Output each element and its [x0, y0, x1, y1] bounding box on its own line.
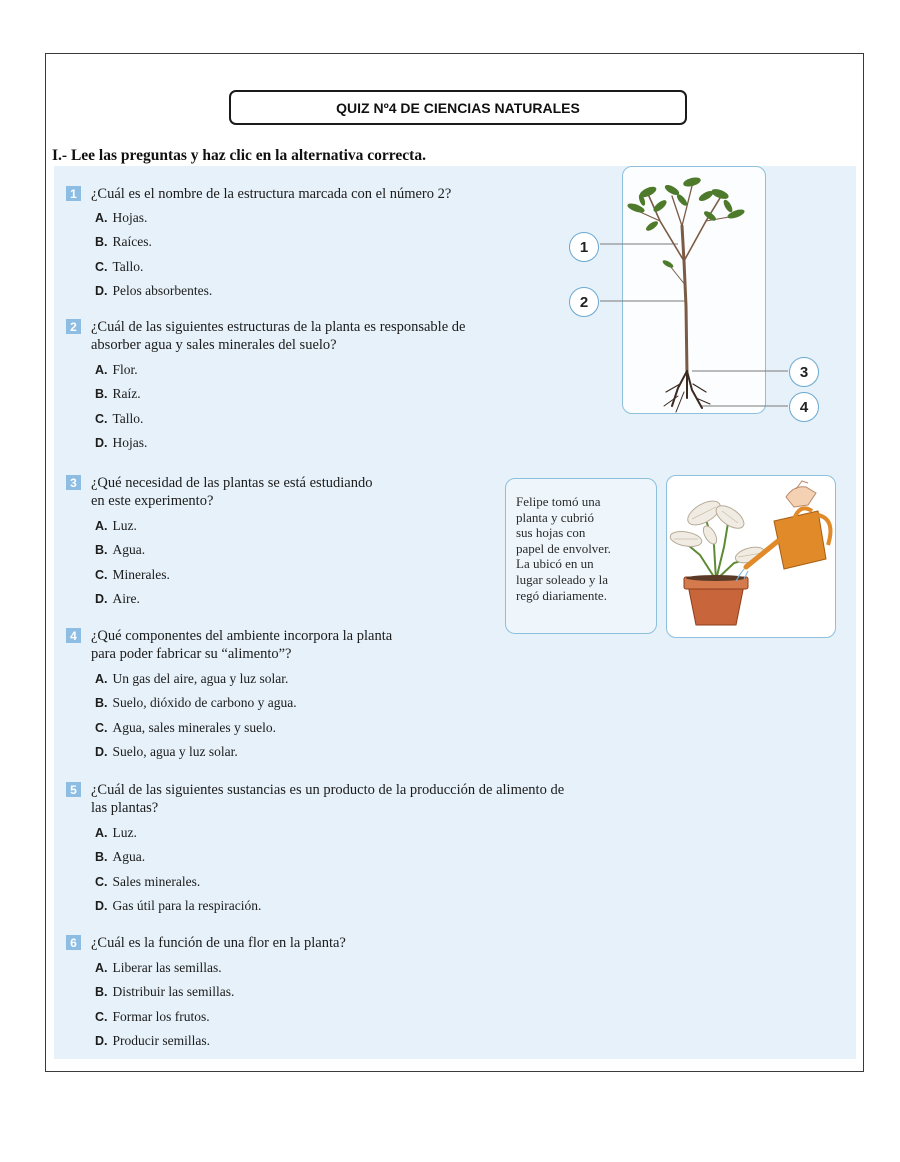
option-text: Raíces. [112, 234, 152, 250]
option-text: Pelos absorbentes. [112, 282, 213, 298]
option-letter: A. [95, 826, 108, 840]
option-c[interactable] [95, 716, 392, 740]
instruction-text: I.- Lee las preguntas y haz clic en la alternativa correcta. [52, 147, 426, 164]
plant-stems [688, 520, 748, 580]
option-a[interactable] [95, 956, 346, 980]
option-letter: A. [95, 363, 108, 377]
question-6 [66, 934, 346, 1053]
wrapped-leaves [669, 496, 766, 565]
question-number-badge: 4 [66, 628, 81, 643]
option-text: Minerales. [112, 566, 170, 582]
question-text: ¿Qué componentes del ambiente incorpora la planta para poder fabricar su “alimento”? [91, 628, 393, 662]
option-letter: B. [95, 543, 108, 558]
option-text: Agua, sales minerales y suelo. [112, 719, 276, 735]
experiment-description: Felipe tomó una planta y cubrió sus hojas con papel de envolver. La ubicó en un lugar soleado y la regó diariamente. [505, 478, 657, 634]
quiz-title: QUIZ Nº4 DE CIENCIAS NATURALES [229, 90, 687, 125]
tree-foliage [626, 176, 745, 269]
question-number-badge: 1 [66, 186, 81, 201]
option-letter: A. [95, 672, 108, 686]
option-text: Distribuir las semillas. [112, 984, 235, 1000]
option-letter: B. [95, 387, 108, 402]
option-letter: C. [95, 411, 108, 426]
option-letter: D. [95, 591, 108, 606]
option-text: Agua. [112, 849, 146, 865]
option-letter: C. [95, 567, 108, 582]
option-letter: D. [95, 898, 108, 913]
experiment-illustration [666, 475, 836, 638]
option-a[interactable] [95, 358, 465, 382]
option-text: Sales minerales. [112, 873, 201, 889]
option-b[interactable] [95, 691, 392, 715]
option-a[interactable] [95, 667, 392, 691]
option-letter: C. [95, 874, 108, 889]
option-letter: B. [95, 985, 108, 1000]
question-1 [66, 185, 451, 303]
option-text: Tallo. [112, 258, 144, 274]
callout-1: 1 [569, 232, 599, 262]
question-text: ¿Cuál es el nombre de la estructura marcada con el número 2? [91, 186, 452, 202]
question-3 [66, 474, 372, 611]
option-d[interactable] [95, 1029, 346, 1053]
option-b[interactable] [95, 382, 465, 406]
option-d[interactable] [95, 894, 564, 918]
option-d[interactable] [95, 279, 451, 303]
question-5 [66, 781, 564, 918]
tree-trunk [638, 186, 735, 374]
question-2 [66, 318, 465, 455]
option-text: Hojas. [112, 434, 148, 450]
option-c[interactable] [95, 255, 451, 279]
callout-4: 4 [789, 392, 819, 422]
callout-3: 3 [789, 357, 819, 387]
option-d[interactable] [95, 431, 465, 455]
option-letter: D. [95, 744, 108, 759]
option-text: Liberar las semillas. [112, 960, 222, 975]
flower-pot [684, 575, 748, 625]
option-text: Producir semillas. [112, 1032, 210, 1048]
option-letter: B. [95, 696, 108, 711]
option-letter: A. [95, 211, 108, 225]
option-letter: B. [95, 850, 108, 865]
question-number-badge: 2 [66, 319, 81, 334]
option-text: Aire. [112, 590, 140, 606]
plant-illustration [560, 166, 820, 426]
option-text: Raíz. [112, 386, 141, 402]
option-letter: A. [95, 961, 108, 975]
option-letter: C. [95, 259, 108, 274]
question-number-badge: 5 [66, 782, 81, 797]
option-d[interactable] [95, 587, 372, 611]
option-c[interactable] [95, 870, 564, 894]
option-text: Flor. [112, 362, 138, 377]
option-b[interactable] [95, 538, 372, 562]
question-text: ¿Qué necesidad de las plantas se está estudiando en este experimento? [91, 475, 373, 509]
option-b[interactable] [95, 980, 346, 1004]
option-a[interactable] [95, 821, 564, 845]
option-c[interactable] [95, 563, 372, 587]
option-text: Suelo, dióxido de carbono y agua. [112, 695, 297, 711]
option-text: Tallo. [112, 410, 144, 426]
question-number-badge: 6 [66, 935, 81, 950]
option-d[interactable] [95, 740, 392, 764]
hand [786, 481, 816, 507]
option-letter: B. [95, 235, 108, 250]
option-text: Formar los frutos. [112, 1008, 210, 1024]
option-text: Luz. [112, 518, 137, 533]
question-4 [66, 627, 392, 764]
option-text: Gas útil para la respiración. [112, 897, 262, 913]
option-c[interactable] [95, 407, 465, 431]
option-letter: C. [95, 1009, 108, 1024]
option-text: Agua. [112, 542, 146, 558]
option-letter: D. [95, 1033, 108, 1048]
watering-can [746, 508, 830, 569]
option-letter: C. [95, 720, 108, 735]
option-letter: A. [95, 519, 108, 533]
option-letter: D. [95, 283, 108, 298]
option-text: Suelo, agua y luz solar. [112, 743, 238, 759]
option-letter: D. [95, 435, 108, 450]
option-a[interactable] [95, 514, 372, 538]
question-text: ¿Cuál es la función de una flor en la planta? [91, 935, 346, 951]
option-c[interactable] [95, 1005, 346, 1029]
question-number-badge: 3 [66, 475, 81, 490]
option-b[interactable] [95, 845, 564, 869]
question-text: ¿Cuál de las siguientes estructuras de la planta es responsable de absorber agua y sales minerales del suelo? [91, 319, 466, 353]
option-b[interactable] [95, 230, 451, 254]
callout-2: 2 [569, 287, 599, 317]
option-a[interactable] [95, 206, 451, 230]
option-text: Luz. [112, 825, 137, 840]
option-text: Hojas. [112, 210, 148, 225]
option-text: Un gas del aire, agua y luz solar. [112, 671, 289, 686]
question-text: ¿Cuál de las siguientes sustancias es un producto de la producción de alimento de las plantas? [91, 782, 565, 816]
